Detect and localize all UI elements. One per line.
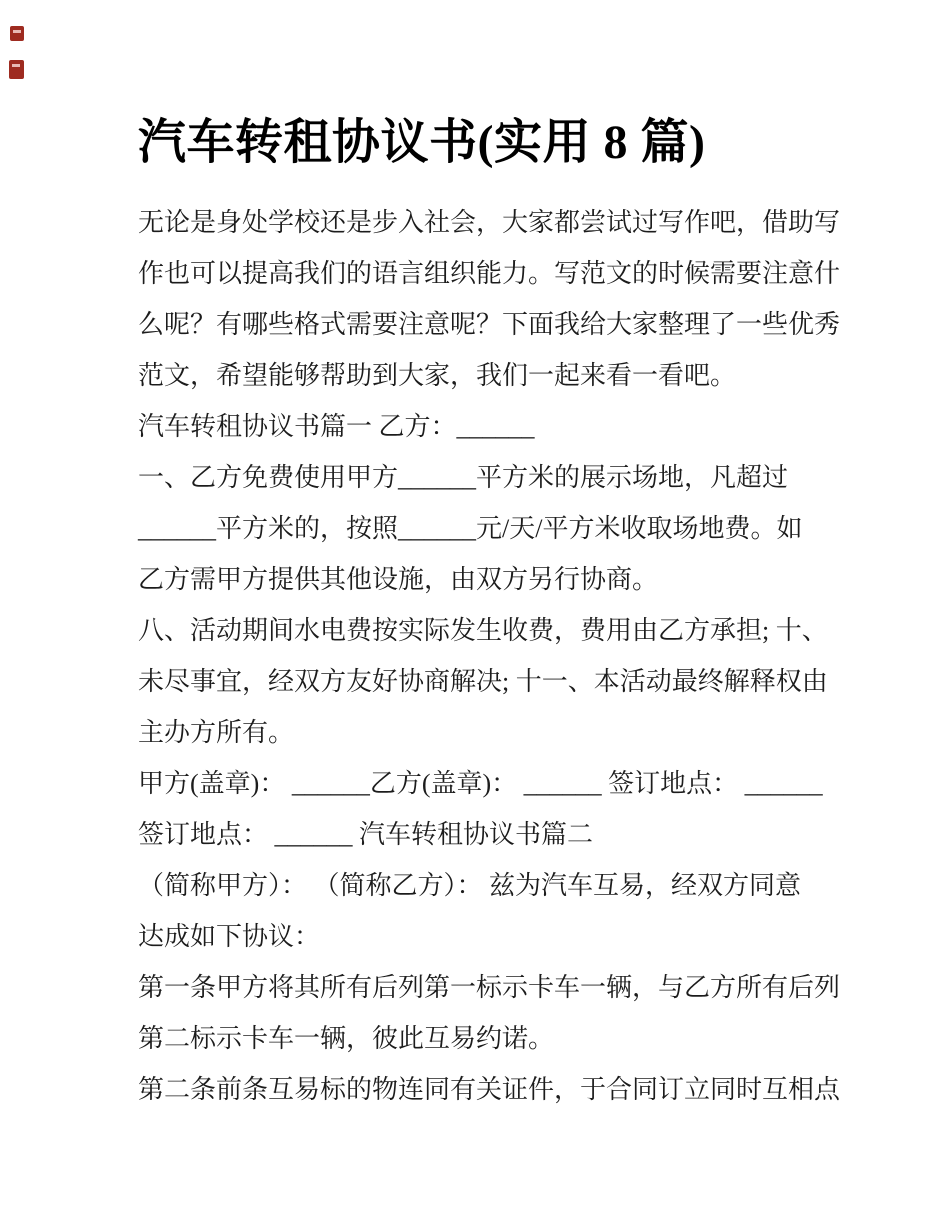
text-line: 乙方需甲方提供其他设施，由双方另行协商。 bbox=[138, 565, 659, 594]
text-line: 么呢？有哪些格式需要注意呢？下面我给大家整理了一些优秀 bbox=[138, 310, 841, 339]
text-line: 一、乙方免费使用甲方______平方米的展示场地，凡超过 bbox=[138, 463, 789, 492]
text-line: 汽车转租协议书篇一 乙方：______ bbox=[138, 412, 535, 441]
page-title: 汽车转租协议书(实用 8 篇) bbox=[138, 116, 706, 169]
red-mark-icon bbox=[10, 26, 24, 41]
text-line: 作也可以提高我们的语言组织能力。写范文的时候需要注意什 bbox=[138, 259, 841, 288]
text-line: 签订地点： ______ 汽车转租协议书篇二 bbox=[138, 820, 594, 849]
document-content bbox=[138, 112, 841, 1115]
red-mark-icon bbox=[9, 60, 24, 79]
text-line: 八、活动期间水电费按实际发生收费，费用由乙方承担; 十、 bbox=[138, 616, 828, 645]
text-line: 第一条甲方将其所有后列第一标示卡车一辆，与乙方所有后列 bbox=[138, 973, 841, 1002]
text-line: （简称甲方）： （简称乙方）： 兹为汽车互易，经双方同意 bbox=[138, 871, 802, 900]
text-line: 主办方所有。 bbox=[138, 718, 295, 747]
text-line: 范文，希望能够帮助到大家，我们一起来看一看吧。 bbox=[138, 361, 737, 390]
text-line: 第二条前条互易标的物连同有关证件，于合同订立同时互相点 bbox=[138, 1075, 841, 1104]
text-line: 达成如下协议： bbox=[138, 922, 321, 951]
text-line: 甲方(盖章)： ______乙方(盖章)： ______ 签订地点： ______ bbox=[138, 769, 823, 798]
text-line: 第二标示卡车一辆，彼此互易约诺。 bbox=[138, 1024, 555, 1053]
text-line: 未尽事宜，经双方友好协商解决; 十一、本活动最终解释权由 bbox=[138, 667, 828, 696]
text-line: 无论是身处学校还是步入社会，大家都尝试过写作吧，借助写 bbox=[138, 208, 841, 237]
text-line: ______平方米的，按照______元/天/平方米收取场地费。如 bbox=[138, 514, 803, 543]
